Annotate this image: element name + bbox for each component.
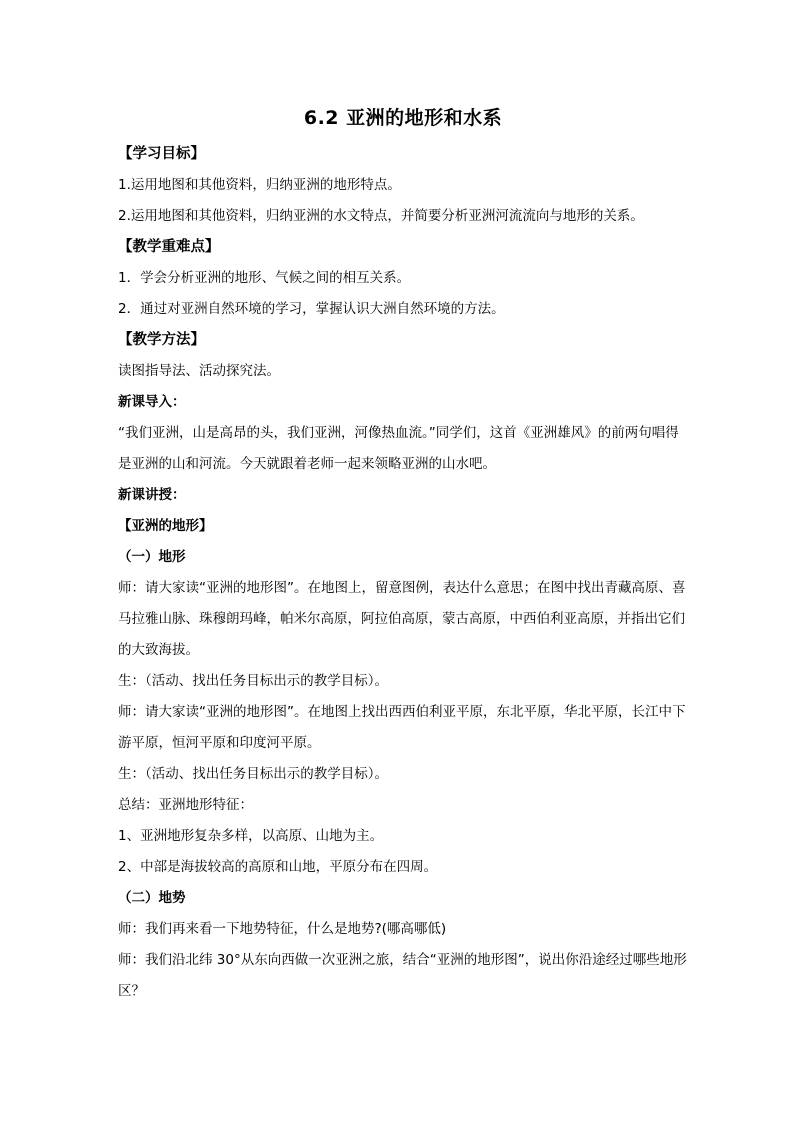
terrain-heading: 【亚洲的地形】 — [118, 518, 213, 534]
keypoint-item: 1．学会分析亚洲的地形、气候之间的相互关系。 — [118, 270, 411, 286]
sub1-paragraph: 师：请大家读“亚洲的地形图”。在地图上找出西西伯利亚平原，东北平原，华北平原，长江中下游平原，恒河平原和印度河平原。 — [118, 704, 686, 751]
sub1-paragraph: 总结：亚洲地形特征： — [118, 797, 253, 813]
methods-heading: 【教学方法】 — [118, 332, 205, 348]
intro-text: “我们亚洲，山是高昂的头，我们亚洲，河像热血流。”同学们，这首《亚洲雄风》的前两句唱得是亚洲的山和河流。今天就跟着老师一起来领略亚洲的山水吧。 — [118, 425, 679, 472]
sub1-paragraph: 2、中部是海拔较高的高原和山地，平原分布在四周。 — [118, 859, 438, 875]
sub2-heading: （二）地势 — [118, 890, 186, 906]
intro-heading: 新课导入： — [118, 394, 186, 410]
document-page — [118, 103, 688, 1007]
sub1-heading: （一）地形 — [118, 549, 186, 565]
page-title: 6.2 亚洲的地形和水系 — [303, 107, 503, 129]
keypoint-item: 2．通过对亚洲自然环境的学习，掌握认识大洲自然环境的方法。 — [118, 301, 505, 317]
sub2-paragraph: 师：我们再来看一下地势特征，什么是地势?(哪高哪低) — [118, 921, 447, 937]
sub1-paragraph: 生：（活动、找出任务目标出示的教学目标）。 — [118, 673, 388, 689]
objective-item: 2.运用地图和其他资料，归纳亚洲的水文特点，并简要分析亚洲河流流向与地形的关系。 — [118, 208, 644, 224]
keypoints-heading: 【教学重难点】 — [118, 239, 220, 255]
objectives-heading: 【学习目标】 — [118, 146, 205, 162]
sub1-paragraph: 1、亚洲地形复杂多样，以高原、山地为主。 — [118, 828, 384, 844]
methods-text: 读图指导法、活动探究法。 — [118, 363, 280, 379]
lecture-heading: 新课讲授： — [118, 487, 186, 503]
objective-item: 1.运用地图和其他资料，归纳亚洲的地形特点。 — [118, 177, 401, 193]
sub1-paragraph: 生：（活动、找出任务目标出示的教学目标）。 — [118, 766, 388, 782]
sub1-paragraph: 师：请大家读“亚洲的地形图”。在地图上，留意图例，表达什么意思；在图中找出青藏高原、喜马拉雅山脉、珠穆朗玛峰，帕米尔高原，阿拉伯高原，蒙古高原，中西伯利亚高原，并指出它们的大致海拔。 — [118, 580, 686, 658]
sub2-paragraph: 师：我们沿北纬 30°从东向西做一次亚洲之旅，结合“亚洲的地形图”，说出你沿途经过哪些地形区？ — [118, 952, 687, 999]
